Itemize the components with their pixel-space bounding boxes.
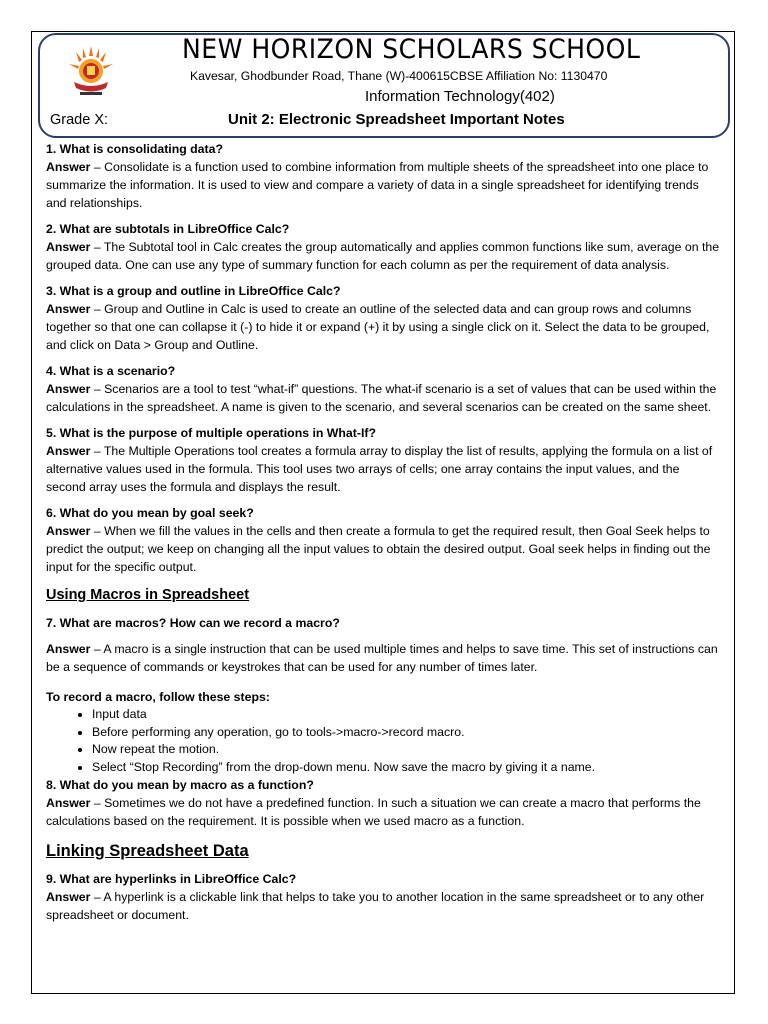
answer-text: – Group and Outline in Calc is used to create an outline of the selected data and can group rows and columns together so that one can collapse it (-) to hide it or expand (+) it by using a single click on it. Select the data to be grouped, and click on Data > Group and Outline. (46, 302, 710, 352)
steps-title: To record a macro, follow these steps: (46, 690, 270, 704)
answer-text: – When we fill the values in the cells and then create a formula to get the required result, then Goal Seek helps to predict the output; we keep on changing all the input values to obtain the desired output. Goal seek helps in finding out the input for the specific output. (46, 524, 711, 574)
list-item: • Select “Stop Recording” from the drop-down menu. Now save the macro by giving it a name. (92, 759, 722, 777)
answer (46, 380, 722, 416)
answer-text: – Scenarios are a tool to test “what-if” questions. The what-if scenario is a set of values that can be used within the calculations in the spreadsheet. A name is given to the scenario, and several scenarios can be created on the same sheet. (46, 382, 717, 414)
subject-title: Information Technology(402) (365, 88, 555, 105)
section-heading-linking: Linking Spreadsheet Data (46, 842, 249, 860)
answer (46, 300, 722, 354)
qa-item (46, 424, 722, 496)
answer-text: – Sometimes we do not have a predefined function. In such a situation we can create a macro that performs the calculations based on the requirement. It is possible when we used macro as a function. (46, 796, 701, 828)
answer-text: – The Multiple Operations tool creates a formula array to display the list of results, applying the formula on a list of alternative values used in the formula. This tool uses two arrays of cells; one array contains the input values, and the second array uses the formula and displays the result. (46, 444, 713, 494)
qa-item (46, 282, 722, 354)
list-item: • Input data (92, 706, 722, 724)
answer-text: – The Subtotal tool in Calc creates the group automatically and applies common functions like sum, average on the grouped data. One can use any type of summary function for each column as per the requirement of data analysis. (46, 240, 720, 272)
answer-label: Answer (46, 642, 91, 656)
answer-label: Answer (46, 890, 91, 904)
qa-item (46, 776, 722, 830)
notes-content (46, 140, 722, 932)
question: 4. What is a scenario? (46, 364, 176, 378)
answer-label: Answer (46, 302, 91, 316)
question: 3. What is a group and outline in LibreOffice Calc? (46, 284, 341, 298)
answer (46, 522, 722, 576)
answer-text: – A hyperlink is a clickable link that helps to take you to another location in the same spreadsheet or to any other spreadsheet or document. (46, 890, 705, 922)
answer-label: Answer (46, 160, 91, 174)
grade-label: Grade X: (50, 112, 109, 128)
school-name: NEW HORIZON SCHOLARS SCHOOL (182, 34, 641, 65)
question: 7. What are macros? How can we record a macro? (46, 616, 340, 630)
list-item: • Now repeat the motion. (92, 741, 722, 759)
answer (46, 442, 722, 496)
answer (46, 640, 722, 676)
answer (46, 238, 722, 274)
answer-label: Answer (46, 796, 91, 810)
answer (46, 888, 722, 924)
answer-label: Answer (46, 444, 91, 458)
steps-list (46, 706, 722, 776)
question: 8. What do you mean by macro as a function? (46, 778, 314, 792)
answer (46, 158, 722, 212)
question: 2. What are subtotals in LibreOffice Calc? (46, 222, 290, 236)
section-heading-macros: Using Macros in Spreadsheet (46, 587, 250, 603)
qa-item (46, 220, 722, 274)
question: 6. What do you mean by goal seek? (46, 506, 254, 520)
qa-item (46, 140, 722, 212)
qa-item (46, 870, 722, 924)
answer-label: Answer (46, 524, 91, 538)
answer-label: Answer (46, 382, 91, 396)
question: 9. What are hyperlinks in LibreOffice Calc? (46, 872, 297, 886)
qa-item (46, 362, 722, 416)
school-address: Kavesar, Ghodbunder Road, Thane (W)-400615CBSE Affiliation No: 1130470 (190, 69, 608, 83)
unit-title: Unit 2: Electronic Spreadsheet Important Notes (228, 111, 565, 128)
answer (46, 794, 722, 830)
answer-label: Answer (46, 240, 91, 254)
school-logo-icon (66, 44, 116, 100)
answer-text: – Consolidate is a function used to combine information from multiple sheets of the spreadsheet into one place to summarize the information. It is used to view and compare a variety of data in a single spreadsheet for identifying trends and relationships. (46, 160, 709, 210)
list-item: • Before performing any operation, go to tools->macro->record macro. (92, 724, 722, 742)
question: 5. What is the purpose of multiple operations in What-If? (46, 426, 376, 440)
qa-item (46, 504, 722, 576)
question: 1. What is consolidating data? (46, 142, 223, 156)
answer-text: – A macro is a single instruction that can be used multiple times and helps to save time. This set of instructions can be a sequence of commands or keystrokes that can be used for any number of times later. (46, 642, 718, 674)
